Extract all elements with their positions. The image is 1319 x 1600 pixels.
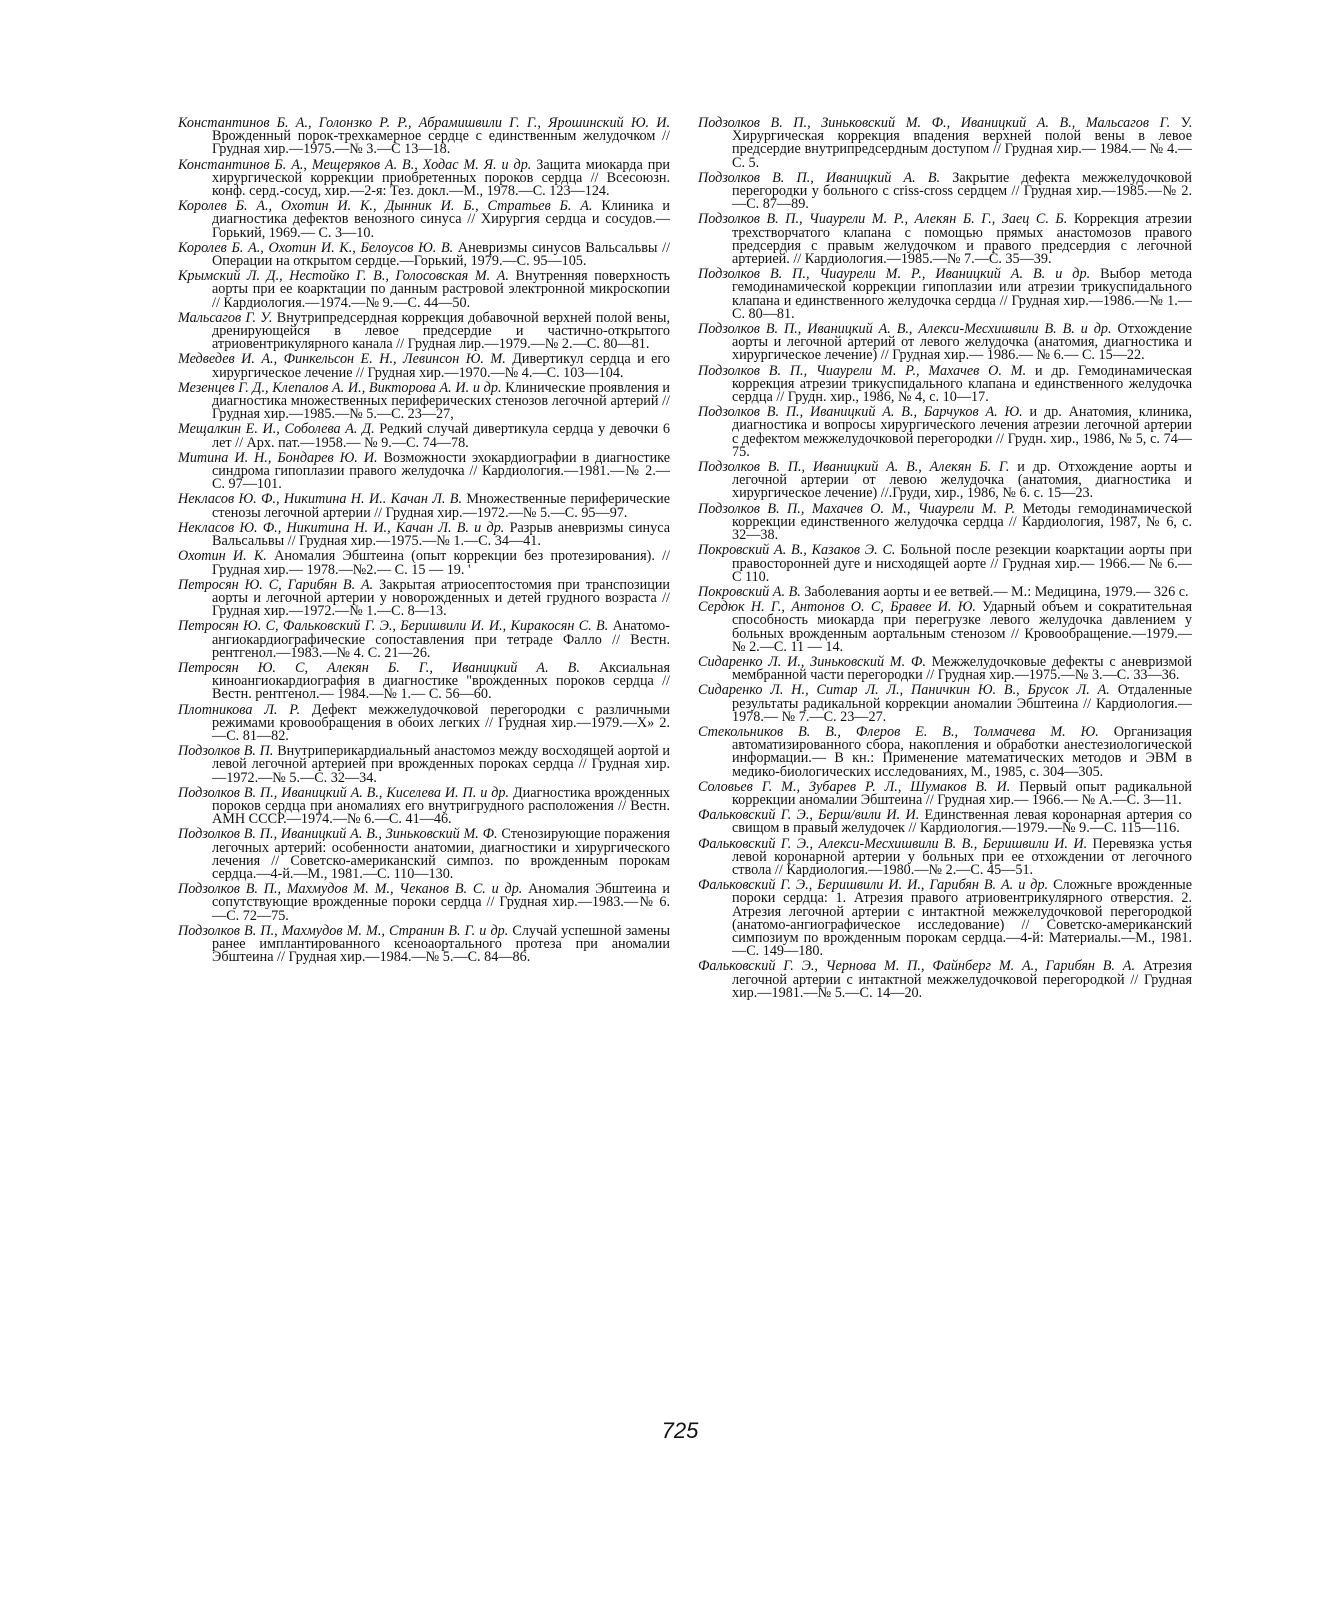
reference-entry xyxy=(698,583,1192,600)
reference-text: Случай успешной замены ранее имплантированного ксеноаортального протеза при аномалии Эбштеина // Грудная хир.—1984.—№ 5.—С. 84—86. xyxy=(212,922,671,966)
reference-entry xyxy=(178,379,671,423)
reference-authors: Подзолков В. П., Чиаурели М. Р., Иваницкий А. В. и др. xyxy=(698,266,1091,283)
reference-authors: Охотин И. К. xyxy=(178,548,267,565)
reference-authors: Сердюк Н. Г., Антонов О. С, Бравее И. Ю. xyxy=(698,599,976,616)
reference-text: и др. Анатомия, клиника, диагностика и вопросы хирургического лечения атрезии легочной артерии с дефектом межжелудочковой перегородки // Грудн. хир., 1986, № 5, с. 74—75. xyxy=(732,404,1192,460)
reference-entry xyxy=(178,309,671,353)
reference-authors: Мещалкин Е. И., Соболева А. Д. xyxy=(178,421,375,438)
reference-text: Аксиальная киноангиокардиография в диагностике "врожденных пороков сердца // Вестн. рентгенол.— 1984.—№ 1.— С. 56—60. xyxy=(212,659,670,703)
reference-entry xyxy=(698,268,1192,321)
reference-authors: Фальковский Г. Э., Беришвили И. И., Гарибян В. А. и др. xyxy=(698,877,1049,894)
reference-entry xyxy=(178,117,670,157)
reference-text: Внутрипредсердная коррекция добавочной верхней полой вены, дренирующейся в левое предсердие и частично-открытого атриовентрикулярного канала // Грудная лир.—1979.—№ 2.—С. 80—81. xyxy=(212,309,671,353)
reference-text: Больной после резекции коарктации аорты при правосторонней дуге и нисходящей аорте // Грудная хир.— 1966.— № 6.— С 110. xyxy=(732,542,1192,585)
reference-entry xyxy=(178,883,670,923)
reference-authors: Подзолков В. П., Иваницкий А. В., Киселева И. П. и др. xyxy=(178,784,510,801)
reference-authors: Плотникова Л. Р. xyxy=(178,701,301,718)
reference-authors: Мезенцев Г. Д., Клепалов А. И., Викторова А. И. и др. xyxy=(178,379,502,396)
reference-text: Выбор метода гемодинамической коррекции гипоплазии или атрезии трикуспидального клапана и единственного желудочка сердца // Грудная хир.—1986.—№ 1.— С. 80—81. xyxy=(732,266,1193,322)
reference-entry xyxy=(178,423,670,449)
reference-text: Ударный объем и сократительная способность миокарда при перегрузке левого желудочка давлением у больных врожденным аортальным стенозом // Кровообращение.—1979.—№ 2.—С. 11 — 14. xyxy=(732,599,1192,655)
reference-authors: Некласов Ю. Ф., Никитина Н. И.. Качан Л. В. xyxy=(178,491,463,508)
reference-text: Клинические проявления и диагностика множественных периферических стенозов легочной артерий // Грудная хир.—1985.—№ 5.—С. 23—27, xyxy=(212,379,671,423)
reference-text: Анатомо-ангиокардиографические сопоставления при тетраде Фалло // Вестн. рентгенол.—1983.—№ 4. С. 21—26. xyxy=(212,618,670,661)
reference-authors: Подзолков В. П. xyxy=(178,743,274,760)
reference-authors: Константинов Б. А., Мещеряков А. В., Ходас М. Я. и др. xyxy=(178,156,532,173)
reference-text: Коррекция атрезии трехстворчатого клапана с помощью прямых анастомозов правого предсердия с правым желудочком и правого предсердия с легочной артерией. // Кардиология.—1985.—№ 7.—С. 35—39. xyxy=(732,211,1192,268)
reference-entry xyxy=(698,684,1192,724)
reference-text: Отхождение аорты и легочной артерий от левого желудочка (анатомия, диагностика и хирургическое лечение) // Грудная хир.— 1986.— № 6.— С. 15—22. xyxy=(732,321,1193,364)
reference-text: и др. Отхождение аорты и легочной артерии от левою желудочка (анатомия, диагностика и хирургическое лечение) //.Груди, хир., 1986, № 6. с. 15—23. xyxy=(732,459,1193,502)
reference-entry xyxy=(698,879,1192,958)
reference-authors: Фальковский Г. Э., Чернова М. П., Файнберг М. А., Гарибян В. А. xyxy=(698,958,1135,975)
reference-text: Атрезия легочной артерии с интактной межжелудочковой перегородкой // Грудная хир.—1981.—№ 5.—С. 14—20. xyxy=(732,958,1193,1001)
reference-entry xyxy=(698,406,1192,459)
reference-entry xyxy=(178,353,670,379)
reference-text: Первый опыт радикальной коррекции аномалии Эбштеина // Грудная хир.— 1966.— № А.—С. 3—11. xyxy=(732,778,1193,808)
reference-authors: Мальсагов Г. У. xyxy=(178,309,273,326)
reference-authors: Подзолков В. П., Иваницкий А. В., Зиньковский М. Ф. xyxy=(178,826,498,843)
reference-authors: Покровский А. В., Казаков Э. С. xyxy=(698,542,896,559)
reference-entry xyxy=(698,169,1192,213)
reference-authors: Королев Б. А., Охотин И. К., Белоусов Ю. В. xyxy=(178,239,454,256)
reference-text: Множественные периферические стенозы легочной артерии // Грудная хир.—1972.—№ 5.—С. 95—97. xyxy=(212,491,671,521)
reference-text: Дивертикул сердца и его хирургическое лечение // Грудная хир.—1970.—№ 4.—С. 103—104. xyxy=(212,351,670,381)
reference-text: Внутриперикардиальный анастомоз между восходящей аортой и левой легочной артерией при врожденных пороках сердца // Грудная хир.—1972.—№ 5.—С. 32—34. xyxy=(212,743,671,786)
reference-entry xyxy=(698,809,1192,835)
reference-authors: Подзолков В. П., Иваницкий А. В., Барчуков А. Ю. xyxy=(698,404,1023,421)
reference-text: Врожденный порок-трехкамерное сердце с единственным желудочком // Грудная хир.—1975.—№ 3.—С 13—18. xyxy=(212,128,670,158)
reference-text: Перевязка устья левой коронарной артерии у больных при ее отхождении от легочного ствола // Кардиология.—1980.—№ 2.—С. 45—51. xyxy=(732,835,1193,878)
reference-text: Аневризмы синусов Вальсальвы // Операции на открытом сердце.—Горький, 1979.—С. 95—105. xyxy=(212,239,671,270)
reference-authors: Королев Б. А., Охотин И. К., Дынник И. Б., Стратьев Б. А. xyxy=(178,198,593,215)
reference-authors: Крымский Л. Д., Нестойко Г. В., Голосовская М. А. xyxy=(178,268,509,285)
reference-entry xyxy=(178,449,670,493)
reference-authors: Медведев И. А., Финкельсон Е. Н., Левинсон Ю. М. xyxy=(178,351,506,368)
reference-authors: Подзолков В. П., Зиньковский М. Ф., Иваницкий А. В., Мальсагов Г. xyxy=(698,115,1171,131)
reference-text: Сложньге врожденные пороки сердца: 1. Атрезия правого атриовентрикулярного отверстия. 2. Атрезия легочной артерии с интактной межжелудочковой перегородкой (анатомо-ангиографическое исследование) // Советско-американский симпозиум по врожденным порокам сердца.—4-й: Материалы.—М., 1981.—С. 149—180. xyxy=(732,877,1192,960)
reference-authors: Петросян Ю. С, Гарибян В. А. xyxy=(178,576,374,593)
reference-authors: Подзолков В. П., Иваницкий А. В., Алекян Б. Г. xyxy=(698,459,1010,476)
reference-text: Закрытие дефекта межжелудочковой перегородки у больного с criss-cross сердцем // Грудная хир.—1985.—№ 2.—С. 87—89. xyxy=(732,169,1192,213)
reference-authors: Подзолков В. П., Махмудов М. М., Странин В. Г. и др. xyxy=(178,922,509,939)
reference-text: Методы гемодинамической коррекции единственного желудочка сердца // Кардиология, 1987, № 6, с. 32—38. xyxy=(732,500,1192,544)
reference-authors: Петросян Ю. С, Алекян Б. Г., Иваницкий А. В. xyxy=(178,659,580,676)
reference-text: Стенозирующие поражения легочных артерий: особенности анатомии, диагностики и хирургического лечения // Советско-американский симпоз. по врожденным порокам сердца.—4-й.—М., 1981.—С. 110—130. xyxy=(212,826,670,882)
reference-entry xyxy=(698,323,1192,363)
reference-text: У. Хирургическая коррекция впадения верхней полой вены в левое предсердие внутрипредсердным доступом // Грудная хир.— 1984.— № 4.— С. 5. xyxy=(732,115,1193,171)
reference-text: и др. Гемодинамическая коррекция атрезии трикуспидального клапана и единственного желудочка сердца // Грудн. хир., 1986, № 4, с. 10—17. xyxy=(732,362,1192,406)
reference-entry xyxy=(178,701,671,744)
reference-entry xyxy=(178,784,670,828)
reference-entry xyxy=(698,653,1192,684)
reference-entry xyxy=(698,362,1192,406)
reference-text: Заболевания аорты и ее ветвей.— М.: Медицина, 1979.— 326 с. xyxy=(804,583,1189,600)
reference-authors: Подзолков В. П., Махачев О. М., Чиаурели М. Р. xyxy=(698,500,1016,517)
reference-authors: Петросян Ю. С, Фальковский Г. Э., Беришвили И. И., Киракосян С. В. xyxy=(178,618,609,635)
reference-text: Аномалия Эбштеина (опыт коррекции без протезирования). // Грудная хир.— 1978.—№2.— С. 15 — 19. ' xyxy=(212,548,671,578)
reference-authors: Подзолков В. П., Иваницкий А. В., Алекси-Месхишвили В. В. и др. xyxy=(698,321,1112,338)
reference-entry xyxy=(698,544,1192,584)
reference-entry xyxy=(178,239,671,270)
reference-text: Редкий случай дивертикула сердца у девочки 6 лет // Арх. пат.—1958.— № 9.—С. 74—78. xyxy=(212,421,670,451)
reference-authors: Митина И. Н., Бондарев Ю. И. xyxy=(178,449,378,466)
reference-authors: Подзолков В. П., Чиаурели М. Р., Алекян Б. Г., Заец С. Б. xyxy=(698,211,1068,228)
reference-authors: Константинов Б. А., Голонзко Р. Р., Абрамишвили Г. Г., Ярошинский Ю. И. xyxy=(178,115,670,131)
reference-entry xyxy=(698,461,1192,501)
reference-entry xyxy=(178,659,670,703)
reference-entry xyxy=(178,270,670,310)
reference-authors: Стекольников В. В., Флеров Е. В., Толмачева М. Ю. xyxy=(698,723,1099,740)
reference-entry xyxy=(178,922,671,966)
reference-text: Единственная левая коронарная артерия со свищом в правый желудочек // Кардиология.—1979.—№ 9.—С. 115—116. xyxy=(732,807,1193,837)
reference-authors: Подзолков В. П., Чиаурели М. Р., Махачев О. М. xyxy=(698,362,1027,379)
reference-text: Разрыв аневризмы синуса Вальсальвы // Грудная хир.—1975.—№ 1.—С. 34—41. xyxy=(212,519,670,550)
reference-authors: Некласов Ю. Ф., Никитина Н. И., Качан Л. В. и др. xyxy=(178,519,505,536)
reference-entry xyxy=(698,213,1192,266)
reference-authors: Сидаренко Л. Н., Ситар Л. Л., Паничкин Ю. В., Брусок Л. А. xyxy=(698,682,1110,699)
reference-entry xyxy=(698,601,1192,654)
reference-text: Отдаленные результаты радикальной коррекции аномалии Эбштеина // Кардиология.— 1978.— № 7.—С. 23—27. xyxy=(732,682,1193,725)
reference-entry xyxy=(178,828,670,881)
reference-entry xyxy=(698,500,1192,544)
reference-entry xyxy=(178,519,670,550)
reference-text: Внутренняя поверхность аорты при ее коарктации по данным растровой электронной микроскопии // Кардиология.—1974.—№ 9.—С. 44—50. xyxy=(212,268,671,311)
reference-entry xyxy=(178,200,670,240)
reference-authors: Фальковский Г. Э., Берш/вили И. И. xyxy=(698,807,920,824)
reference-text: Межжелудочковые дефекты с аневризмой мембранной части перегородки // Грудная хир.—1975.—№ 3.—С. 33—36. xyxy=(732,653,1192,684)
reference-entry xyxy=(178,620,670,660)
reference-text: Клиника и диагностика дефектов венозного синуса // Хирургия сердца и сосудов.— Горький, 1969.— С. 3—10. xyxy=(212,198,671,241)
reference-text: Защита миокарда при хирургической коррекции приобретенных пороков сердца // Всесоюзн. конф. серд.-сосуд, хир.—2-я: Тез. докл.—М., 1978.—С. 123—124. xyxy=(212,156,670,200)
reference-authors: Соловьев Г. М., Зубарев Р. Л., Шумаков В. И. xyxy=(698,778,1011,795)
reference-entry xyxy=(698,778,1193,808)
reference-authors: Сидаренко Л. И., Зиньковский М. Ф. xyxy=(698,653,926,670)
reference-entry xyxy=(178,745,670,785)
reference-text: Аномалия Эбштеина и сопутствующие врожденные пороки сердца // Грудная хир.—1983.—№ 6.—С. 72—75. xyxy=(212,881,670,924)
reference-authors: Фальковский Г. Э., Алекси-Месхишвили В. В., Беришвили И. И. xyxy=(698,835,1088,852)
reference-text: Организация автоматизированного сбора, накопления и обработки анестезиологической информации.— В кн.: Применение математических методов и ЭВМ в медико-биологических исследованиях, М., 1985, с. 304—305. xyxy=(732,723,1193,780)
reference-authors: Подзолков В. П., Махмудов М. М., Чеканов В. С. и др. xyxy=(178,881,523,898)
reference-entry xyxy=(178,493,670,519)
reference-text: Дефект межжелудочковой перегородки с различными режимами кровообращения в обоих легких // Грудная хир.—1979.—Х» 2.—С. 81—82. xyxy=(212,701,671,744)
reference-entry xyxy=(698,117,1192,170)
reference-entry xyxy=(178,576,671,620)
reference-authors: Подзолков В. П., Иваницкий А. В. xyxy=(698,169,941,186)
page-number: 725 xyxy=(661,1418,699,1443)
left-column xyxy=(178,117,670,966)
reference-text: Закрытая атриосептостомия при транспозиции аорты и легочной артерии у новорожденных и детей грудного возраста // Грудная хир.—1972.—№ 1.—С. 8—13. xyxy=(212,576,671,620)
reference-entry xyxy=(698,835,1193,878)
reference-entry xyxy=(178,550,670,576)
reference-text: Возможности эхокардиографии в диагностике синдрома гипоплазии правого желудочка // Кардиология.—1981.—№ 2.—С. 97—101. xyxy=(212,449,670,493)
reference-authors: Покровский А. В. xyxy=(698,583,801,600)
reference-entry xyxy=(698,960,1192,1000)
right-column xyxy=(698,117,1192,1002)
reference-entry xyxy=(178,156,670,200)
reference-text: Диагностика врожденных пороков сердца при аномалиях его внутригрудного расположения // Вестн. АМН СССР.—1974.—№ 6.—С. 41—46. xyxy=(212,784,670,828)
reference-entry xyxy=(698,723,1193,780)
